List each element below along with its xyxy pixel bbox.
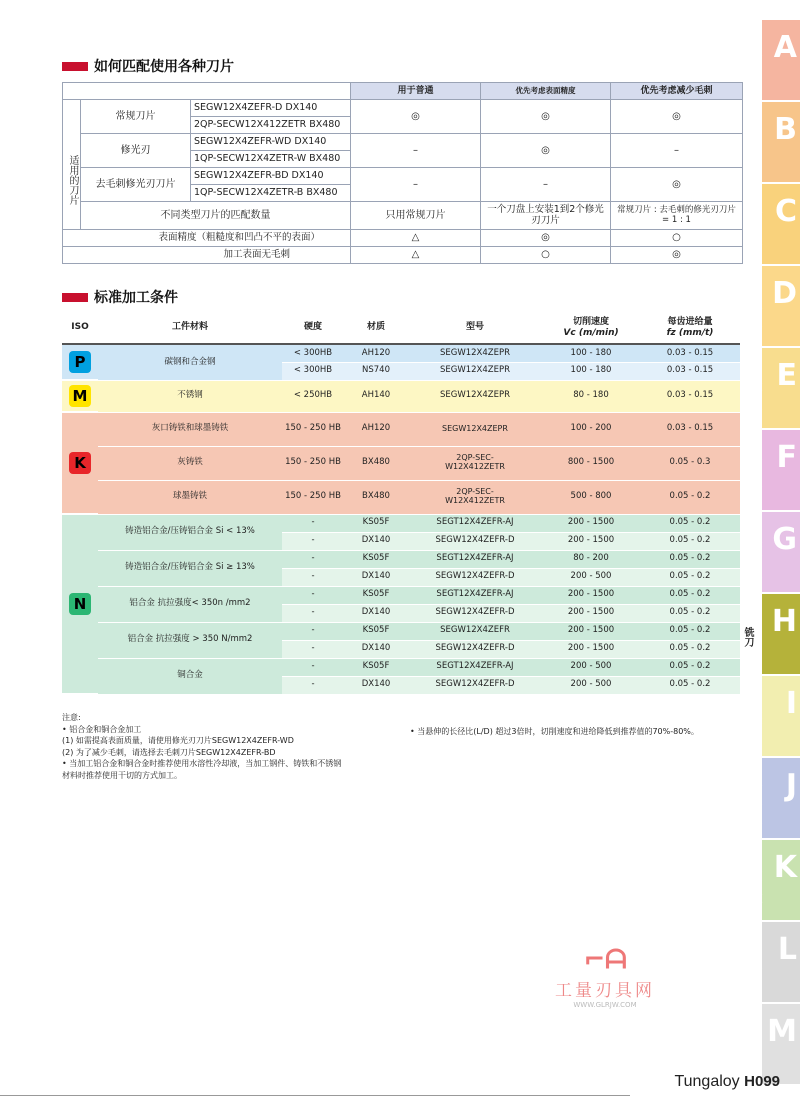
watermark-logo-icon: ⌐ᗩ xyxy=(583,945,627,975)
cell-vc: 100 - 180 xyxy=(542,344,640,362)
cell-hardness: 150 - 250 HB xyxy=(282,446,344,480)
cell-vc: 80 - 180 xyxy=(542,380,640,412)
suitability-symbol: ◎ xyxy=(481,230,611,247)
chapter-tab-i[interactable] xyxy=(750,676,800,756)
suitability-symbol: △ xyxy=(351,247,481,264)
cell-type: 2QP-SEC-W12X412ZETR xyxy=(408,480,542,514)
combo-value: 一个刀盘上安装1到2个修光刃刀片 xyxy=(481,202,611,230)
chapter-name: 槽加工 xyxy=(750,458,761,488)
suitability-symbol: ◎ xyxy=(611,247,743,264)
footer-page: H099 xyxy=(744,1073,780,1090)
suitability-symbol: ◎ xyxy=(611,100,743,134)
insert-grade: SEGW12X4ZEFR-BD DX140 xyxy=(191,168,351,185)
note-line: • 铝合金和铜合金加工 xyxy=(62,724,142,734)
workpiece-material: 碳钢和合金钢 xyxy=(98,344,282,380)
cell-grade: KS05F xyxy=(344,622,408,640)
cell-type: SEGW12X4ZEFR-D xyxy=(408,532,542,550)
footer-brand: Tungaloy xyxy=(674,1073,740,1090)
cell-grade: KS05F xyxy=(344,586,408,604)
iso-cell xyxy=(62,344,98,380)
cell-vc: 200 - 500 xyxy=(542,658,640,676)
surface-label: 表面精度（粗糙度和凹凸不平的表面） xyxy=(63,230,351,247)
cell-fz: 0.05 - 0.2 xyxy=(640,568,740,586)
cell-grade: KS05F xyxy=(344,514,408,532)
condition-row xyxy=(62,480,740,514)
cell-hardness: - xyxy=(282,532,344,550)
chapter-tab-d[interactable] xyxy=(750,266,800,346)
cell-grade: NS740 xyxy=(344,362,408,380)
workpiece-material: 铝合金 抗拉强度< 350n /mm2 xyxy=(98,586,282,622)
combo-label: 不同类型刀片的匹配数量 xyxy=(81,202,351,230)
insert-type: 常规刀片 xyxy=(81,100,191,134)
chapter-letter: E xyxy=(776,358,797,393)
combo-value: 只用常规刀片 xyxy=(351,202,481,230)
cell-hardness: 150 - 250 HB xyxy=(282,480,344,514)
cell-vc: 200 - 500 xyxy=(542,568,640,586)
col-fz xyxy=(640,312,740,344)
condition-row xyxy=(62,344,740,362)
cell-type: SEGW12X4ZEFR-D xyxy=(408,604,542,622)
cell-grade: AH140 xyxy=(344,380,408,412)
col-iso: ISO xyxy=(62,312,98,344)
insert-grade: SEGW12X4ZEFR-WD DX140 xyxy=(191,134,351,151)
insert-type: 修光刃 xyxy=(81,134,191,168)
cell-fz: 0.03 - 0.15 xyxy=(640,362,740,380)
cell-type: SEGW12X4ZEFR xyxy=(408,622,542,640)
workpiece-material: 不锈钢 xyxy=(98,380,282,412)
cell-fz: 0.05 - 0.2 xyxy=(640,622,740,640)
insert-row xyxy=(63,168,743,185)
cell-vc: 800 - 1500 xyxy=(542,446,640,480)
suitability-symbol: ◎ xyxy=(351,100,481,134)
cell-fz: 0.05 - 0.2 xyxy=(640,676,740,694)
suitability-symbol: – xyxy=(351,168,481,202)
watermark xyxy=(535,945,675,1009)
condition-row xyxy=(62,658,740,676)
cell-fz: 0.05 - 0.2 xyxy=(640,532,740,550)
cell-vc: 100 - 200 xyxy=(542,412,640,446)
cell-grade: DX140 xyxy=(344,568,408,586)
condition-row xyxy=(62,446,740,480)
insert-grade: 2QP-SECW12X412ZETR BX480 xyxy=(191,117,351,134)
col-vc xyxy=(542,312,640,344)
burr-label: 加工表面无毛刺 xyxy=(63,247,351,264)
condition-row xyxy=(62,550,740,568)
suitability-symbol: ○ xyxy=(611,230,743,247)
section2-title-text: 标准加工条件 xyxy=(94,290,178,306)
suitability-symbol: – xyxy=(351,134,481,168)
cell-fz: 0.05 - 0.2 xyxy=(640,514,740,532)
chapter-name: 小零件刀具 xyxy=(750,530,761,580)
cell-type: SEGT12X4ZEFR-AJ xyxy=(408,550,542,568)
chapter-letter: A xyxy=(773,30,797,65)
chapter-tab-l[interactable] xyxy=(750,922,800,1002)
cell-grade: DX140 xyxy=(344,532,408,550)
notes-title: 注意: xyxy=(62,713,81,722)
suitability-symbol: – xyxy=(611,134,743,168)
suitability-symbol: ◎ xyxy=(611,168,743,202)
title-bar xyxy=(62,62,88,71)
cell-hardness: < 300HB xyxy=(282,362,344,380)
condition-row xyxy=(62,622,740,640)
section1-title xyxy=(62,56,234,76)
cell-vc: 80 - 200 xyxy=(542,550,640,568)
cell-hardness: - xyxy=(282,676,344,694)
chapter-letter: G xyxy=(772,522,797,557)
applicable-inserts-label: 适用的刀片 xyxy=(63,100,81,230)
notes xyxy=(62,712,341,782)
chapter-name: 材质 xyxy=(750,53,761,73)
chapter-tab-e[interactable] xyxy=(750,348,800,428)
iso-n-badge: N xyxy=(69,593,91,615)
workpiece-material: 球墨铸铁 xyxy=(98,480,282,514)
combo-value: 常规刀片 : 去毛刺的修光刃刀片 = 1 : 1 xyxy=(611,202,743,230)
chapter-letter: I xyxy=(785,686,797,721)
insert-row xyxy=(63,100,743,117)
cell-vc: 200 - 1500 xyxy=(542,640,640,658)
chapter-name: 立铣刀 xyxy=(750,704,761,734)
cell-fz: 0.05 - 0.2 xyxy=(640,480,740,514)
cell-type: SEGW12X4ZEFR-D xyxy=(408,640,542,658)
cell-fz: 0.03 - 0.15 xyxy=(640,380,740,412)
cell-hardness: - xyxy=(282,658,344,676)
chapter-name: 孔加工刀具 xyxy=(750,776,761,826)
chapter-letter: B xyxy=(774,112,797,147)
iso-cell xyxy=(62,380,98,412)
cell-type: SEGW12X4ZEPR xyxy=(408,344,542,362)
cell-type: SEGT12X4ZEFR-AJ xyxy=(408,514,542,532)
col-grade: 材质 xyxy=(344,312,408,344)
chapter-letter: C xyxy=(774,194,797,229)
chapter-letter: J xyxy=(785,768,797,803)
chapter-tab-j[interactable] xyxy=(750,758,800,838)
cell-vc: 100 - 180 xyxy=(542,362,640,380)
iso-cell xyxy=(62,412,98,514)
cell-fz: 0.05 - 0.3 xyxy=(640,446,740,480)
col-fz-title: 每齿进给量 xyxy=(667,316,713,327)
cell-hardness: - xyxy=(282,622,344,640)
workpiece-material: 铝合金 抗拉强度 > 350 N/mm2 xyxy=(98,622,282,658)
chapter-letter: D xyxy=(772,276,797,311)
watermark-text: 工量刃具网 xyxy=(555,981,655,1001)
cell-type: SEGW12X4ZEFR-D xyxy=(408,568,542,586)
col-material: 工件材料 xyxy=(98,312,282,344)
cell-type: 2QP-SEC-W12X412ZETR xyxy=(408,446,542,480)
section2-title xyxy=(62,287,178,307)
condition-row xyxy=(62,380,740,412)
chapter-tab-f[interactable] xyxy=(750,430,800,510)
surface-row xyxy=(63,230,743,247)
chapter-name: 外圆刀具 xyxy=(750,207,761,247)
cell-fz: 0.03 - 0.15 xyxy=(640,412,740,446)
note-line: (1) 如需提高表面质量，请使用修光刃刀片SEGW12X4ZEFR-WD xyxy=(62,736,294,746)
footer xyxy=(674,1073,780,1091)
note-right: • 当悬伸的长径比(L/D) 超过3倍时，切削速度和进给降低到推荐值的70%-80%。 xyxy=(410,727,699,736)
chapter-tab-c[interactable] xyxy=(750,184,800,264)
workpiece-material: 灰铸铁 xyxy=(98,446,282,480)
cell-hardness: 150 - 250 HB xyxy=(282,412,344,446)
cell-grade: DX140 xyxy=(344,604,408,622)
note-line: • 当加工铝合金和铜合金时推荐使用水溶性冷却液，当加工钢件、铸铁和不锈钢 xyxy=(62,759,342,769)
chapter-letter: M xyxy=(767,1014,797,1049)
chapter-name: 螺纹加工 xyxy=(750,371,761,411)
cell-fz: 0.05 - 0.2 xyxy=(640,586,740,604)
cell-grade: KS05F xyxy=(344,658,408,676)
cell-grade: DX140 xyxy=(344,676,408,694)
cell-fz: 0.05 - 0.2 xyxy=(640,640,740,658)
cell-type: SEGW12X4ZEFR-D xyxy=(408,676,542,694)
workpiece-material: 铸造铝合金/压铸铝合金 Si < 13% xyxy=(98,514,282,550)
note-line: (2) 为了减少毛刺，请选择去毛刺刀片SEGW12X4ZEFR-BD xyxy=(62,747,276,757)
col-vc-unit: Vc (m/min) xyxy=(563,327,619,338)
note-line: 材料时推荐使用干切的方式加工。 xyxy=(62,770,182,780)
chapter-letter: F xyxy=(776,440,797,475)
cutting-conditions-table xyxy=(62,312,740,695)
insert-type: 去毛刺修光刃刀片 xyxy=(81,168,191,202)
header-general: 用于普通 xyxy=(351,83,481,100)
iso-k-badge: K xyxy=(69,452,91,474)
suitability-symbol: ◎ xyxy=(481,134,611,168)
condition-row xyxy=(62,412,740,446)
workpiece-material: 灰口铸铁和球墨铸铁 xyxy=(98,412,282,446)
footer-line xyxy=(0,1095,630,1096)
insert-row xyxy=(63,134,743,151)
cell-grade: BX480 xyxy=(344,480,408,514)
suitability-symbol: ○ xyxy=(481,247,611,264)
section1-title-text: 如何匹配使用各种刀片 xyxy=(94,59,234,75)
cell-type: SEGT12X4ZEFR-AJ xyxy=(408,658,542,676)
cell-fz: 0.03 - 0.15 xyxy=(640,344,740,362)
cell-hardness: - xyxy=(282,586,344,604)
burr-row xyxy=(63,247,743,264)
cell-grade: KS05F xyxy=(344,550,408,568)
cell-type: SEGW12X4ZEPR xyxy=(408,412,542,446)
condition-row xyxy=(62,586,740,604)
cell-fz: 0.05 - 0.2 xyxy=(640,550,740,568)
cell-type: SEGT12X4ZEFR-AJ xyxy=(408,586,542,604)
cell-vc: 200 - 1500 xyxy=(542,586,640,604)
cell-vc: 200 - 500 xyxy=(542,676,640,694)
cell-grade: AH120 xyxy=(344,412,408,446)
chapter-name: 刀片 xyxy=(750,135,761,155)
cell-vc: 200 - 1500 xyxy=(542,532,640,550)
cell-hardness: < 300HB xyxy=(282,344,344,362)
cell-hardness: - xyxy=(282,604,344,622)
chapter-letter: H xyxy=(771,604,797,639)
chapter-name: 工具系统 xyxy=(750,863,761,903)
col-vc-title: 切削速度 xyxy=(572,316,609,327)
chapter-name: 索引 xyxy=(750,1037,761,1057)
suitability-symbol: ◎ xyxy=(481,100,611,134)
title-bar xyxy=(62,293,88,302)
iso-p-badge: P xyxy=(69,351,91,373)
chapter-letter: L xyxy=(777,932,797,967)
header-surface: 优先考虑表面精度 xyxy=(481,83,611,100)
cell-vc: 200 - 1500 xyxy=(542,622,640,640)
header-burr: 优先考虑减少毛刺 xyxy=(611,83,743,100)
cell-grade: BX480 xyxy=(344,446,408,480)
workpiece-material: 铸造铝合金/压铸铝合金 Si ≥ 13% xyxy=(98,550,282,586)
insert-grade: 1QP-SECW12X4ZETR-W BX480 xyxy=(191,151,351,168)
col-hardness: 硬度 xyxy=(282,312,344,344)
chapter-name: 内孔刀具 xyxy=(750,289,761,329)
combo-row xyxy=(63,202,743,230)
cell-type: SEGW12X4ZEPR xyxy=(408,362,542,380)
watermark-url: WWW.GLRJW.COM xyxy=(573,1001,637,1009)
suitability-symbol: – xyxy=(481,168,611,202)
cell-hardness: - xyxy=(282,550,344,568)
chapter-tab-a[interactable] xyxy=(750,20,800,100)
cell-vc: 500 - 800 xyxy=(542,480,640,514)
iso-m-badge: M xyxy=(69,385,91,407)
cell-vc: 200 - 1500 xyxy=(542,514,640,532)
suitability-symbol: △ xyxy=(351,230,481,247)
chapter-tab-k[interactable] xyxy=(750,840,800,920)
chapter-name: 用户指南 xyxy=(750,945,761,985)
chapter-tab-b[interactable] xyxy=(750,102,800,182)
workpiece-material: 铜合金 xyxy=(98,658,282,694)
chapter-letter: K xyxy=(773,850,797,885)
cell-hardness: < 250HB xyxy=(282,380,344,412)
insert-matching-table xyxy=(62,82,743,264)
cell-type: SEGW12X4ZEPR xyxy=(408,380,542,412)
cell-fz: 0.05 - 0.2 xyxy=(640,658,740,676)
col-fz-unit: fz (mm/t) xyxy=(666,327,714,338)
cell-vc: 200 - 1500 xyxy=(542,604,640,622)
cell-grade: AH120 xyxy=(344,344,408,362)
chapter-name: 铣刀 xyxy=(742,627,753,647)
condition-row xyxy=(62,514,740,532)
insert-grade: 1QP-SECW12X4ZETR-B BX480 xyxy=(191,185,351,202)
col-type: 型号 xyxy=(408,312,542,344)
cell-fz: 0.05 - 0.2 xyxy=(640,604,740,622)
chapter-tab-h[interactable] xyxy=(742,594,800,674)
cell-hardness: - xyxy=(282,568,344,586)
cell-grade: DX140 xyxy=(344,640,408,658)
cell-hardness: - xyxy=(282,640,344,658)
cell-hardness: - xyxy=(282,514,344,532)
chapter-tab-g[interactable] xyxy=(750,512,800,592)
iso-cell xyxy=(62,514,98,694)
insert-grade: SEGW12X4ZEFR-D DX140 xyxy=(191,100,351,117)
